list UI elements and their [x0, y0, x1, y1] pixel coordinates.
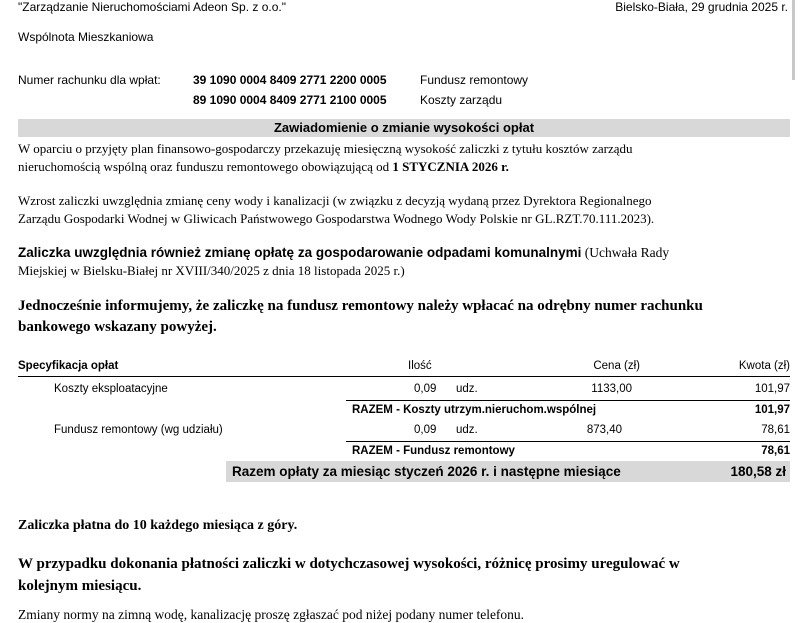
account-purpose-renovation: Fundusz remontowy: [420, 73, 529, 87]
row-operating-costs-price: 1133,00: [591, 383, 632, 395]
subtotal-operating-value: 101,97: [754, 404, 790, 416]
resolution-ref-start: (Uchwała Rady: [581, 245, 670, 260]
scrollbar-edge: [792, 0, 795, 80]
paragraph-2-line-1: Wzrost zaliczki uwzględnia zmianę ceny wody i kanalizacji (w związku z decyzją wydaną przez Dyrektora Regionalnego: [18, 193, 652, 208]
header-qty: Ilość: [408, 360, 432, 372]
paragraph-3-line-2: Miejskiej w Bielsku-Białej nr XVIII/340/2025 z dnia 18 listopada 2025 r.): [18, 263, 405, 278]
total-value: 180,58 zł: [730, 464, 786, 479]
header-spec: Specyfikacja opłat: [18, 360, 119, 372]
subtotal-renovation-label: RAZEM - Fundusz remontowy: [352, 445, 515, 457]
header-rule: [18, 376, 790, 377]
effective-date: 1 STYCZNIA 2026 r.: [392, 159, 509, 174]
place-date: Bielsko-Biała, 29 grudnia 2025 r.: [615, 0, 788, 14]
row-operating-costs-amount: 101,97: [754, 383, 790, 395]
row-1-rule: [346, 400, 790, 401]
contact-note: Zmiany normy na zimną wodę, kanalizację proszę zgłaszać pod niżej podany numer telefonu.: [18, 607, 525, 622]
subtotal-renovation-value: 78,61: [761, 445, 790, 457]
notice-title: Zawiadomienie o zmianie wysokości opłat: [18, 119, 790, 137]
account-purpose-management: Koszty zarządu: [420, 93, 503, 107]
row-renovation-fund-name: Fundusz remontowy (wg udziału): [54, 424, 223, 436]
row-renovation-fund-qty: 0,09: [414, 424, 437, 436]
paragraph-4-line-1: Jednocześnie informujemy, że zaliczkę na fundusz remontowy należy wpłacać na odrębny numer rachunku: [18, 298, 703, 314]
account-number-management: 89 1090 0004 8409 2771 2100 0005: [193, 93, 387, 107]
company-name: "Zarządzanie Nieruchomościami Adeon Sp. z o.o.": [18, 0, 286, 14]
paragraph-4-line-2: bankowego wskazany powyżej.: [18, 319, 217, 335]
header-price: Cena (zł): [593, 360, 640, 372]
difference-note-line-2: kolejnym miesiącu.: [18, 578, 142, 594]
paragraph-1-text: nieruchomością wspólną oraz funduszu remontowego obowiązującą od: [18, 159, 393, 174]
account-number-renovation: 39 1090 0004 8409 2771 2200 0005: [193, 73, 387, 87]
paragraph-1-line-2: [18, 159, 509, 175]
subtotal-operating-label: RAZEM - Koszty utrzym.nieruchom.wspólnej: [352, 404, 597, 416]
row-operating-costs-unit: udz.: [456, 383, 478, 395]
paragraph-1-line-1: W oparciu o przyjęty plan finansowo-gospodarczy przekazuję miesięczną wysokość zaliczki z tytułu kosztów zarządu: [18, 141, 633, 156]
row-renovation-fund-amount: 78,61: [761, 424, 790, 436]
payment-due: Zaliczka płatna do 10 każdego miesiąca z góry.: [18, 518, 298, 533]
row-renovation-fund-price: 873,40: [586, 424, 622, 436]
row-operating-costs-name: Koszty eksploatacyjne: [54, 383, 168, 395]
difference-note-line-1: W przypadku dokonania płatności zaliczki w dotychczasowej wysokości, różnicę prosimy uregulować w: [18, 556, 680, 572]
paragraph-2-line-2: Zarządu Gospodarki Wodnej w Gliwicach Państwowego Gospodarstwa Wodnego Wody Polskie nr GL.RZT.70.111.2023).: [18, 211, 655, 226]
waste-fee-note: Zaliczka uwzględnia również zmianę opłatę za gospodarowanie odpadami komunalnymi: [18, 245, 582, 260]
header-amount: Kwota (zł): [738, 360, 790, 372]
row-2-rule: [346, 441, 790, 442]
paragraph-3-line-1: [18, 245, 669, 261]
account-label: Numer rachunku dla wpłat:: [18, 73, 161, 87]
row-renovation-fund-unit: udz.: [456, 424, 478, 436]
total-label: Razem opłaty za miesiąc styczeń 2026 r. i następne miesiące: [232, 464, 621, 479]
recipient: Wspólnota Mieszkaniowa: [18, 30, 154, 44]
row-operating-costs-qty: 0,09: [414, 383, 437, 395]
